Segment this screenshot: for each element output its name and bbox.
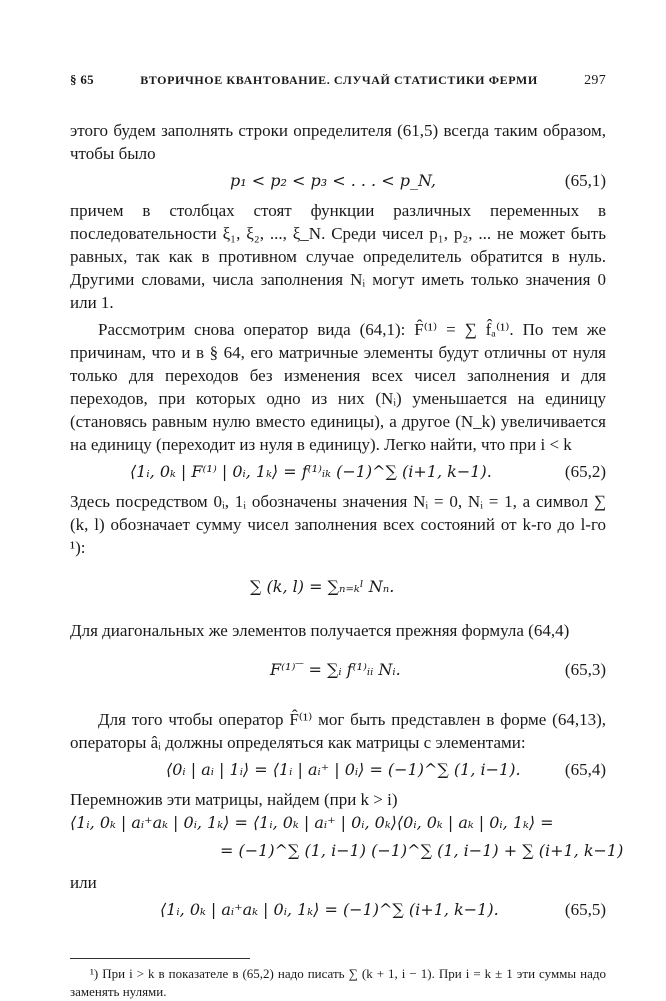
- paragraph-3: Рассмотрим снова оператор вида (64,1): F̂⁽¹⁾ = ∑ f̂ₐ⁽¹⁾. По тем же причинам, что и в § 64, его матричные элементы будут отличны от нуля только для переходов без изменения всех чисел заполнения и для переходов, при которых одно из них (Nᵢ) уменьшается на единицу (становясь равным нулю вместо единицы), а другое (N_k) увеличивается на единицу (переходит из нуля в единицу). Легко найти, что при i < k: [70, 320, 606, 454]
- formula-expr: ⟨0ᵢ | aᵢ | 1ᵢ⟩ = ⟨1ᵢ | aᵢ⁺ | 0ᵢ⟩ = (−1)^∑ (1, i−1).: [166, 760, 521, 779]
- page: [70, 72, 624, 1001]
- paragraph-5: Для диагональных же элементов получается прежняя формула (64,4): [70, 621, 570, 640]
- formula-65-1: [70, 165, 606, 199]
- header-title: ВТОРИЧНОЕ КВАНТОВАНИЕ. СЛУЧАЙ СТАТИСТИКИ ФЕРМИ: [140, 73, 538, 87]
- formula-number: (65,4): [564, 760, 606, 779]
- formula-65-2: [70, 456, 606, 490]
- page-number: 297: [584, 73, 606, 88]
- footnote: ¹) При i > k в показателе в (65,2) надо писать ∑ (k + 1, i − 1). При i = k ± 1 эти суммы надо заменять нулями.: [70, 966, 606, 999]
- footnote-divider: [70, 958, 250, 959]
- paragraph-6: Для того чтобы оператор F̂⁽¹⁾ мог быть представлен в форме (64,13), операторы âᵢ должны определяться как матрицы с элементами:: [70, 710, 606, 752]
- formula-expr: ⟨1ᵢ, 0ₖ | F⁽¹⁾ | 0ᵢ, 1ₖ⟩ = f⁽¹⁾ᵢₖ (−1)^∑ (i+1, k−1).: [130, 462, 492, 481]
- formula-number: (65,1): [564, 171, 606, 190]
- formula-expr: ⟨1ᵢ, 0ₖ | aᵢ⁺aₖ | 0ᵢ, 1ₖ⟩ = (−1)^∑ (i+1, k−1).: [160, 900, 499, 919]
- formula-expr: F⁽¹⁾‾ = ∑ᵢ f⁽¹⁾ᵢᵢ Nᵢ.: [270, 660, 401, 679]
- section-number: § 65: [70, 72, 94, 87]
- formula-expr: = (−1)^∑ (1, i−1) (−1)^∑ (1, i−1) + ∑ (i+1, k−1): [220, 841, 624, 860]
- formula-sum-definition: [70, 559, 606, 619]
- formula-product-line-1: [70, 811, 606, 839]
- formula-65-5: [70, 894, 606, 932]
- formula-expr: ∑ (k, l) = ∑ₙ₌ₖˡ Nₙ.: [250, 577, 395, 596]
- paragraph-4: Здесь посредством 0ᵢ, 1ᵢ обозначены значения Nᵢ = 0, Nᵢ = 1, а символ ∑ (k, l) обозначает сумму чисел заполнения всех состояний от k-го до l-го ¹):: [70, 492, 606, 557]
- formula-65-3: [70, 642, 606, 702]
- formula-expr: p₁ < p₂ < p₃ < . . . < p_N,: [230, 171, 437, 190]
- formula-number: (65,5): [564, 900, 606, 919]
- paragraph-8: или: [70, 873, 97, 892]
- paragraph-2: причем в столбцах стоят функции различных переменных в последовательности ξ₁, ξ₂, ..., ξ_N. Среди чисел p₁, p₂, ... не может быть равных, так как в противном случае определитель обратится в нуль. Другими словами, числа заполнения Nᵢ могут иметь только значения 0 или 1.: [70, 201, 606, 312]
- formula-expr: ⟨1ᵢ, 0ₖ | aᵢ⁺aₖ | 0ᵢ, 1ₖ⟩ = ⟨1ᵢ, 0ₖ | aᵢ⁺ | 0ᵢ, 0ₖ⟩⟨0ᵢ, 0ₖ | aₖ | 0ᵢ, 1ₖ⟩ =: [70, 813, 554, 832]
- running-header: [70, 72, 606, 89]
- paragraph-1: этого будем заполнять строки определителя (61,5) всегда таким образом, чтобы было: [70, 121, 606, 163]
- formula-number: (65,3): [564, 660, 606, 679]
- formula-number: (65,2): [564, 462, 606, 481]
- formula-65-4: [70, 754, 606, 788]
- formula-product-line-2: [70, 839, 624, 871]
- paragraph-7: Перемножив эти матрицы, найдем (при k > i): [70, 790, 398, 809]
